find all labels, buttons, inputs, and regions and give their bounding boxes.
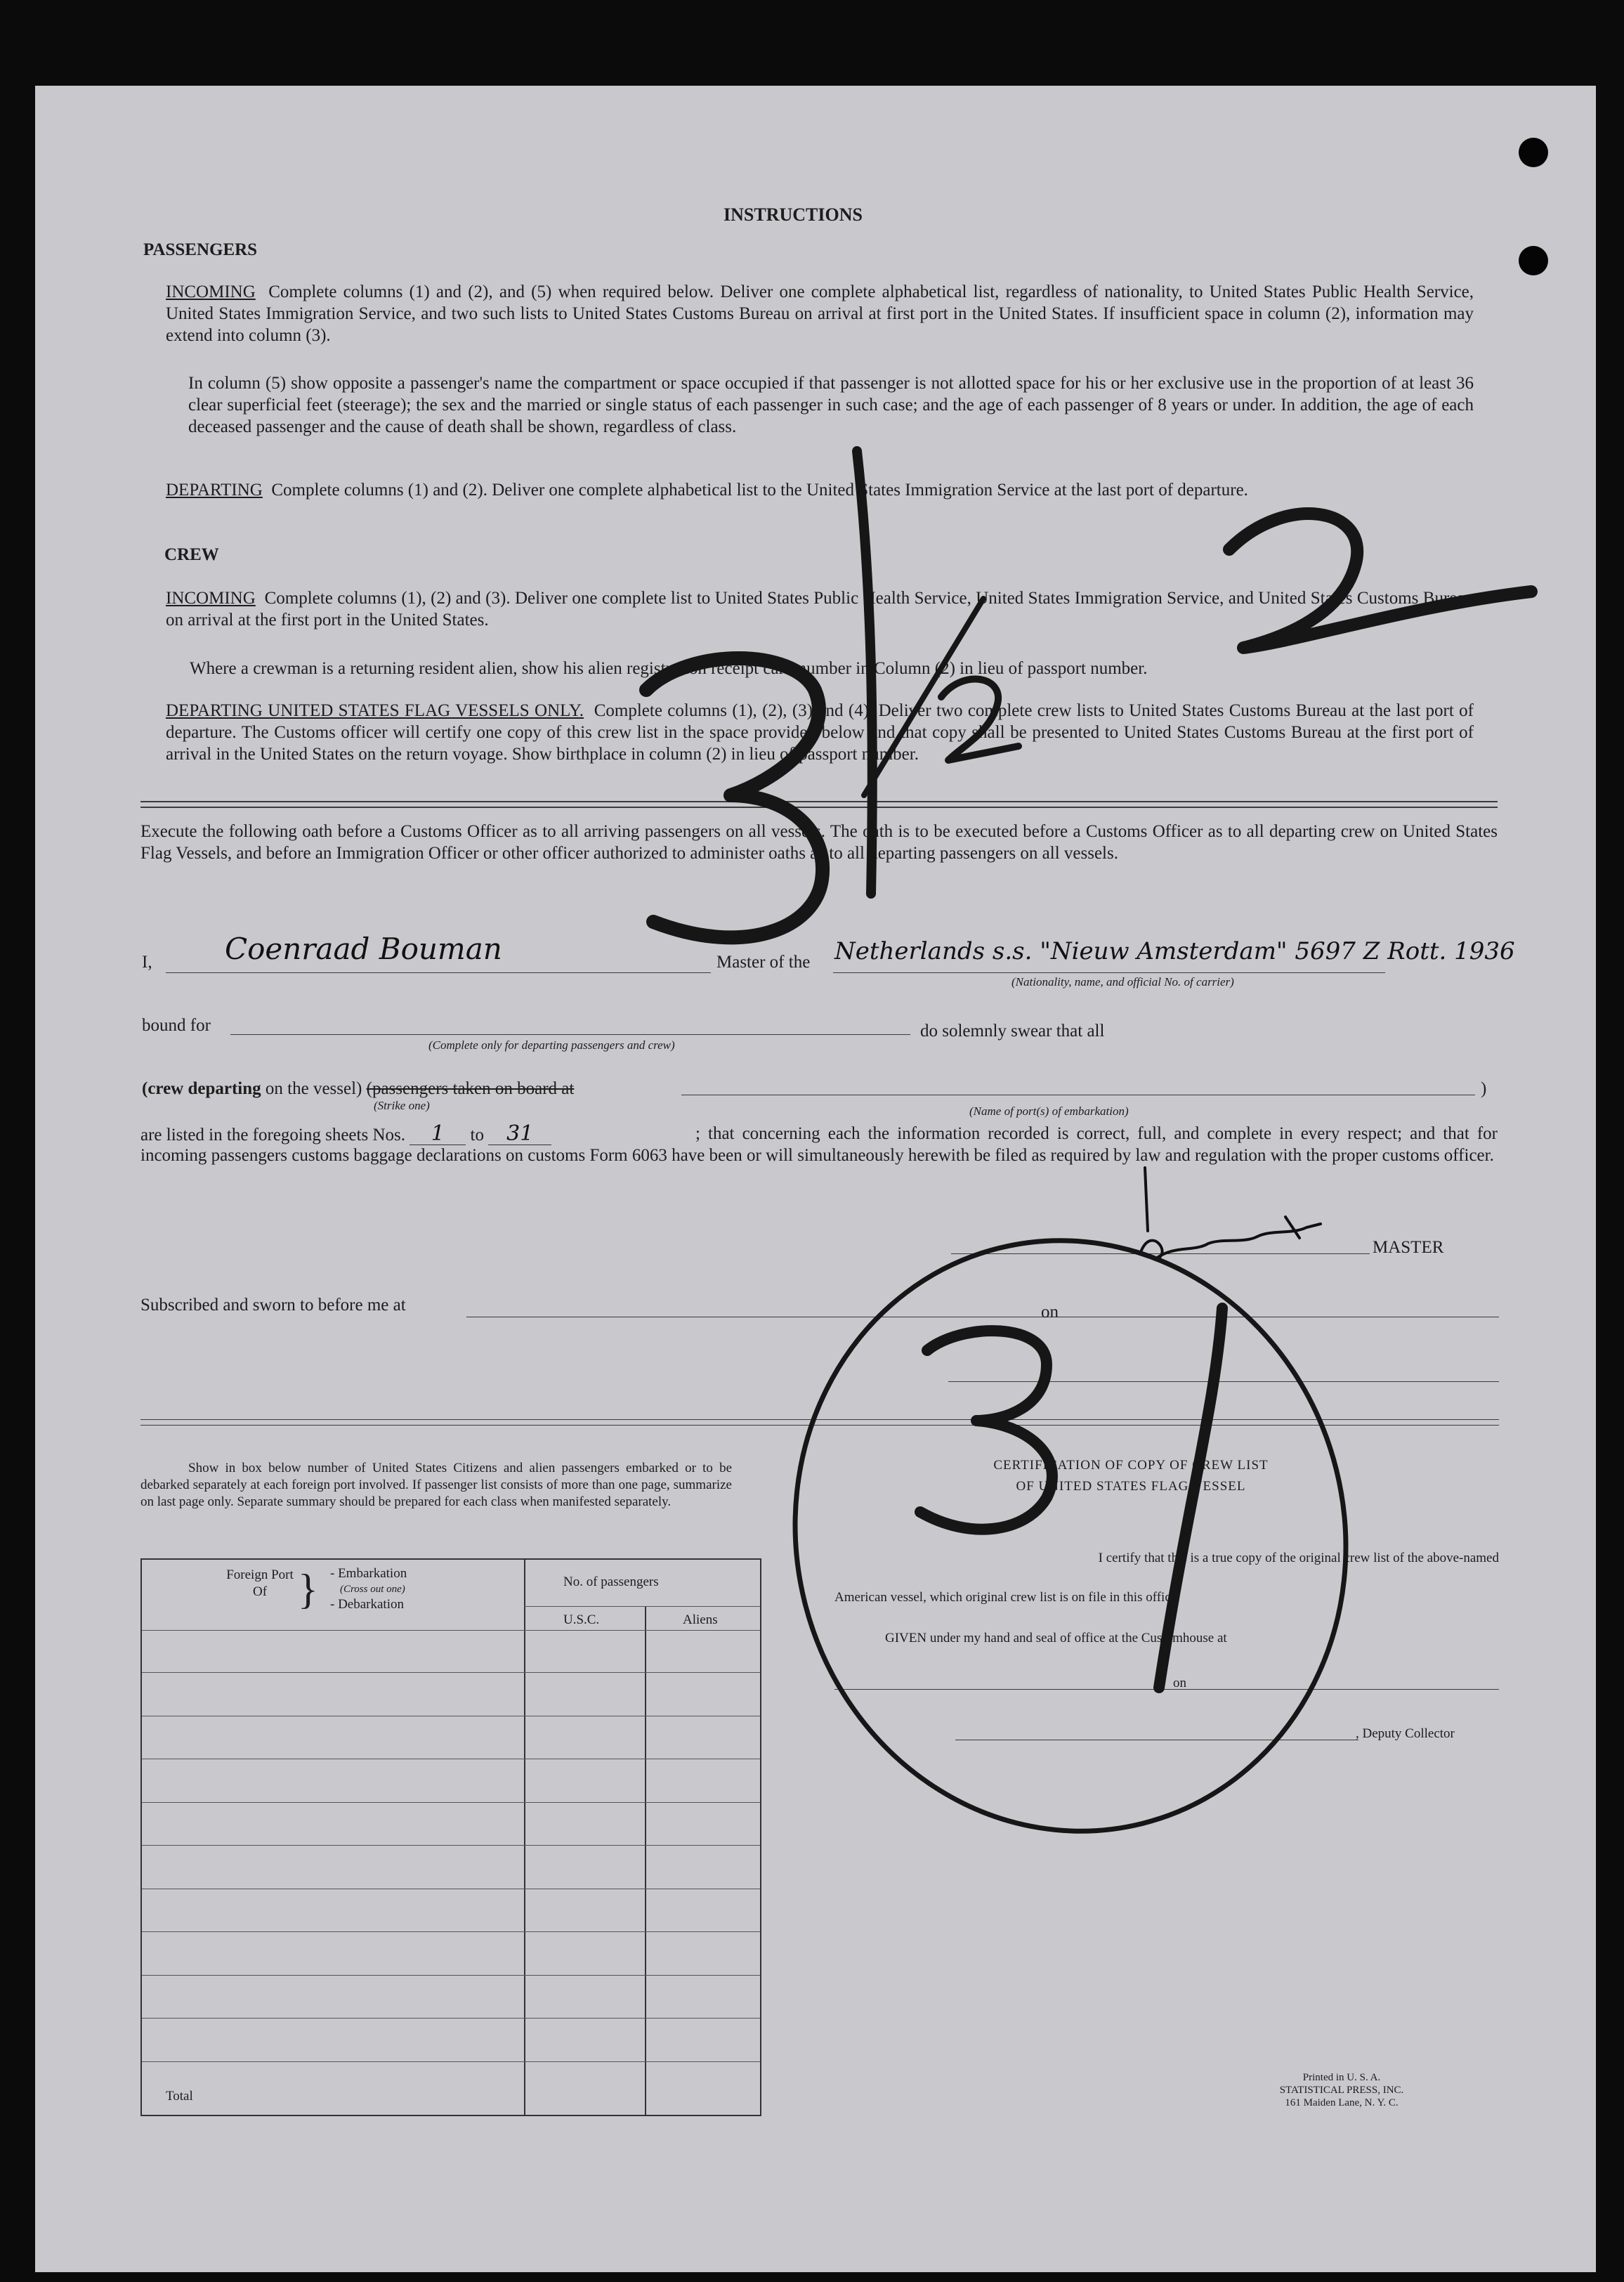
- master-name-line: [166, 972, 711, 973]
- cross-out-label: (Cross out one): [340, 1584, 405, 1595]
- cert-on-label: on: [1173, 1676, 1186, 1690]
- bound-for-caption: (Complete only for departing passengers and crew): [428, 1038, 675, 1052]
- strike-caption: (Strike one): [374, 1099, 430, 1112]
- sheet-from-value[interactable]: 1: [410, 1123, 466, 1145]
- circled-31: [733, 1182, 1408, 1890]
- embarkation-caption: (Name of port(s) of embarkation): [969, 1104, 1129, 1118]
- departing-text: Complete columns (1) and (2). Deliver one complete alphabetical list to the United States Immigration Service at the last port of departure.: [271, 481, 1248, 500]
- flag-vessels-paragraph: [166, 700, 1474, 765]
- passengers-heading: PASSENGERS: [143, 240, 258, 259]
- certify-line-2: American vessel, which original crew list is on file in this office.: [834, 1590, 1180, 1605]
- incoming-text: Complete columns (1) and (2), and (5) when required below. Deliver one complete alphabetical list, regardless of nationality, to United States Public Health Service, United States Immigration Service, and two such lists to United States Customs Bureau on arrival at first port in the United States. If insufficient space in column (2), information may extend into column (3).: [166, 282, 1474, 345]
- divider-rule-3: [140, 1419, 1499, 1420]
- total-label: Total: [166, 2089, 193, 2104]
- deputy-label: , Deputy Collector: [1356, 1726, 1455, 1741]
- document-sheet: [35, 86, 1596, 2272]
- crew-heading: CREW: [164, 545, 219, 564]
- divider-rule-1: [140, 801, 1498, 802]
- departing-label: DEPARTING: [166, 481, 263, 500]
- certification-title-2: OF UNITED STATES FLAG VESSEL: [1016, 1479, 1246, 1494]
- vessel-caption: (Nationality, name, and official No. of carrier): [1011, 975, 1234, 989]
- embarkation-label: - Embarkation: [330, 1566, 407, 1581]
- crew-passengers-line: [142, 1078, 574, 1100]
- passengers-incoming-paragraph: [166, 281, 1474, 346]
- master-name-handwritten[interactable]: Coenraad Bouman: [225, 932, 502, 966]
- given-text: GIVEN under my hand and seal of office at the Customhouse at: [885, 1631, 1227, 1645]
- crewman-paragraph: Where a crewman is a returning resident alien, show his alien registration receipt card number in Column (2) in lieu of passport number.: [190, 659, 1148, 678]
- master-of-label: Master of the: [716, 953, 811, 972]
- cert-date-line[interactable]: [1196, 1689, 1499, 1690]
- summary-table: [140, 1558, 761, 2116]
- master-signature: [1124, 1161, 1335, 1280]
- flag-vessels-text: Complete columns (1), (2), (3) and (4). Deliver two complete crew lists to United States Customs Bureau at the last port of departure. The Customs officer will certify one copy of this crew list in the space provided below and that copy shall be presented to United States Customs Bureau at the first port of arrival in the United States on the return voyage. Show birthplace in column (2) in lieu of passport number.: [166, 701, 1474, 764]
- table-row: [142, 1802, 760, 1803]
- master-label: MASTER: [1373, 1238, 1444, 1257]
- divider-rule-2: [140, 807, 1498, 808]
- vessel-line: [833, 972, 1385, 973]
- table-row: [142, 2018, 760, 2019]
- officer-signature-line[interactable]: [948, 1381, 1499, 1382]
- table-row: [142, 1931, 760, 1932]
- table-row: [142, 1975, 760, 1976]
- listed-label: are listed in the foregoing sheets Nos.: [140, 1126, 405, 1145]
- printer-line-3: 161 Maiden Lane, N. Y. C.: [1285, 2097, 1399, 2108]
- flag-vessels-label: DEPARTING UNITED STATES FLAG VESSELS ONLY.: [166, 701, 584, 720]
- oath-intro: Execute the following oath before a Customs Officer as to all arriving passengers on all vessels. The oath is to be executed before a Customs Officer as to all departing crew on United States Flag Vessels, and before an Immigration Officer or other officer authorized to administer oaths as to all departing passengers on all vessels.: [140, 822, 1498, 863]
- vessel-handwritten[interactable]: Netherlands s.s. "Nieuw Amsterdam" 5697 Z Rott. 1936: [834, 937, 1515, 965]
- column5-paragraph: In column (5) show opposite a passenger's name the compartment or space occupied if that passenger is not allotted space for his or her exclusive use in the proportion of at least 36 clear superficial feet (steerage); the sex and the married or single status of each passenger in such case; and the age of each passenger of 8 years or under. In addition, the age of each deceased passenger and the cause of death shall be shown, regardless of class.: [188, 374, 1474, 436]
- printer-credit: [1229, 2071, 1454, 2109]
- brace-icon: }: [298, 1566, 318, 1612]
- subscribed-on-label: on: [1041, 1303, 1059, 1322]
- sheet-to-value[interactable]: 31: [488, 1123, 551, 1145]
- table-vline-2: [645, 1606, 646, 2115]
- crew-departing-label: (crew departing: [142, 1079, 261, 1098]
- passengers-struck-label: (passengers taken on board at: [366, 1079, 575, 1098]
- certification-title-1: CERTIFICATION OF COPY OF CREW LIST: [993, 1458, 1269, 1473]
- printer-line-2: STATISTICAL PRESS, INC.: [1279, 2085, 1404, 2096]
- bound-for-line[interactable]: [230, 1034, 910, 1035]
- divider-rule-4: [140, 1425, 1499, 1426]
- crew-incoming-text: Complete columns (1), (2) and (3). Deliver one complete list to United States Public Health Service, United States Immigration Service, and United States Customs Bureau on arrival at the first port in the United States.: [166, 589, 1474, 630]
- passengers-departing-paragraph: [166, 479, 1474, 501]
- oath-i-label: I,: [142, 953, 152, 972]
- punch-hole-top: [1519, 138, 1548, 167]
- listed-rest-text: ; that concerning each the information recorded is correct, full, and complete in every respect; and that for incoming passengers customs baggage declarations on customs Form 6063 have been or will simultaneously herewith be filed as required by law and regulation with the proper customs officer.: [140, 1124, 1498, 1165]
- table-row: [142, 1845, 760, 1846]
- crew-incoming-paragraph: [166, 587, 1474, 631]
- table-subheader-rule: [524, 1606, 760, 1607]
- swear-label: do solemnly swear that all: [920, 1022, 1105, 1041]
- usc-header: U.S.C.: [563, 1612, 600, 1627]
- to-label: to: [470, 1126, 484, 1145]
- incoming-label: INCOMING: [166, 282, 256, 301]
- certify-line-1: I certify that this is a true copy of the original crew list of the above-named: [1098, 1551, 1499, 1565]
- no-passengers-header: No. of passengers: [563, 1574, 659, 1589]
- punch-hole-bottom: [1519, 246, 1548, 275]
- subscribed-label: Subscribed and sworn to before me at: [140, 1296, 406, 1315]
- table-vline-1: [524, 1560, 525, 2115]
- printer-line-1: Printed in U. S. A.: [1302, 2072, 1381, 2083]
- instructions-title: INSTRUCTIONS: [723, 204, 863, 225]
- col-foreign-port: Foreign Port Of: [226, 1567, 294, 1599]
- customhouse-line[interactable]: [834, 1689, 1198, 1690]
- crew-incoming-label: INCOMING: [166, 589, 256, 608]
- table-row: [142, 2061, 760, 2062]
- big-pencil-mark-31-22: [646, 451, 1531, 937]
- summary-instructions: Show in box below number of United States Citizens and alien passengers embarked or to be debarked separately at each foreign port involved. If passenger list consists of more than one page, summarize on last page only. Separate summary should be prepared for each class when manifested separately.: [140, 1461, 732, 1509]
- aliens-header: Aliens: [683, 1612, 718, 1627]
- bound-for-label: bound for: [142, 1016, 211, 1035]
- debarkation-label: - Debarkation: [330, 1597, 404, 1612]
- on-vessel-label: on the vessel): [265, 1079, 362, 1098]
- table-header-rule: [142, 1630, 760, 1631]
- table-row: [142, 1672, 760, 1673]
- close-paren: ): [1481, 1079, 1487, 1098]
